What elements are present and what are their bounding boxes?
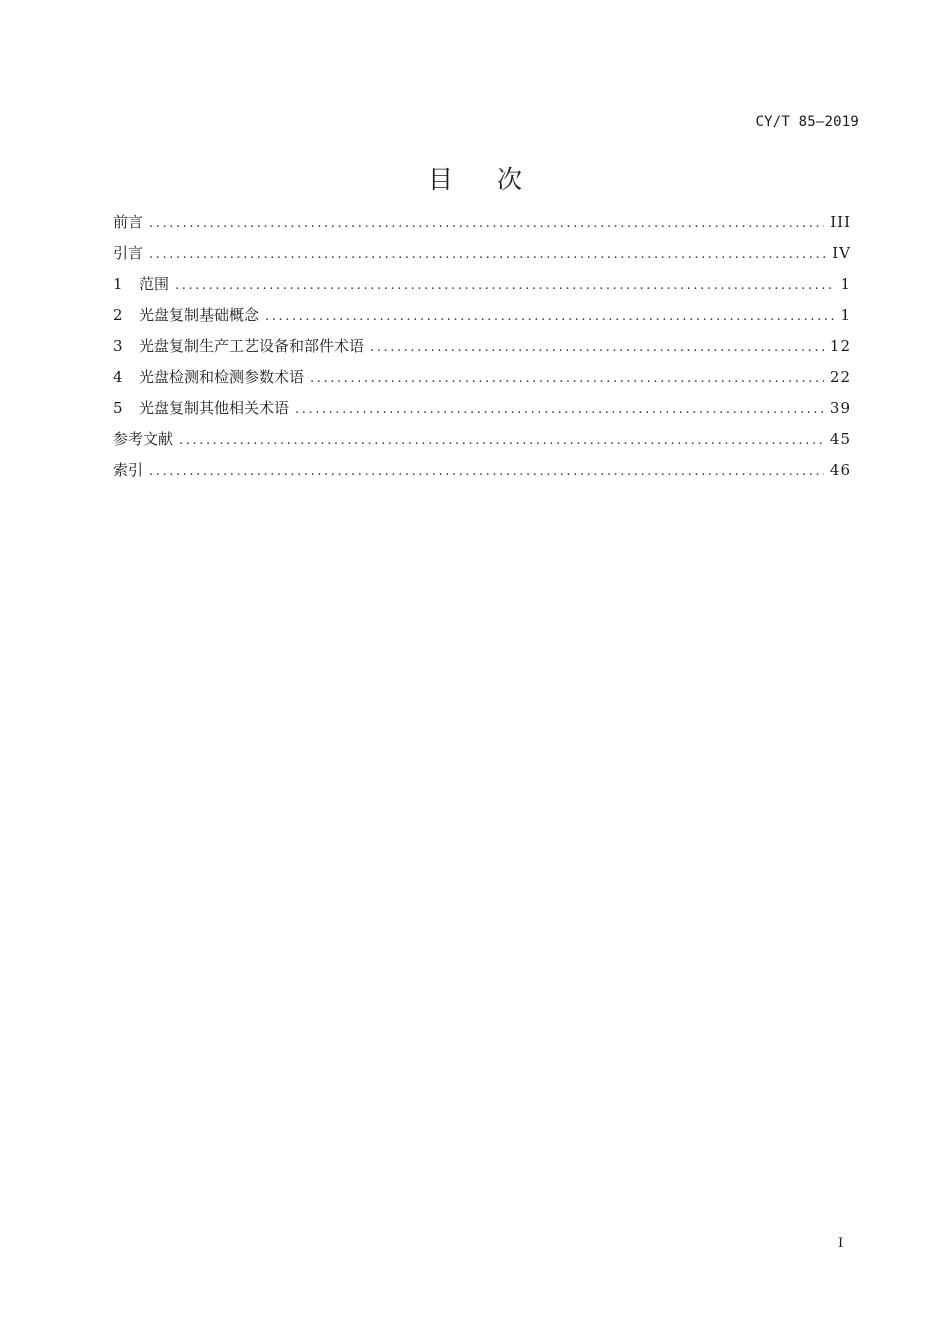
toc-leader-dots [149,208,824,239]
toc-entry-foreword[interactable] [113,207,851,238]
page-number: I [838,1236,844,1251]
toc-entry-label: 前言 [113,213,144,231]
toc-entry-label: 光盘检测和检测参数术语 [139,368,305,386]
toc-entry-section-2[interactable] [113,300,851,331]
toc-entry-label: 索引 [113,461,144,479]
toc-entry-label: 参考文献 [113,430,174,448]
toc-entry-label: 光盘复制基础概念 [139,306,260,324]
toc-entry-label: 引言 [113,244,144,262]
toc-leader-dots [265,301,834,332]
toc-leader-dots [179,425,824,456]
toc-entry-section-3[interactable] [113,331,851,362]
toc-entry-page: 1 [840,275,851,293]
toc-entry-index[interactable] [113,455,851,486]
toc-entry-introduction[interactable] [113,238,851,269]
toc-leader-dots [175,270,834,301]
toc-leader-dots [149,239,826,270]
toc-entry-number: 2 [113,306,123,324]
toc-entry-label: 范围 [139,275,170,293]
toc-leader-dots [370,332,824,363]
toc-entry-page: 46 [829,461,851,479]
toc-entry-page: IV [832,244,851,262]
toc-entry-bibliography[interactable] [113,424,851,455]
standard-code: CY/T 85—2019 [755,114,859,130]
toc-entry-page: 1 [840,306,851,324]
toc-entry-number: 1 [113,275,123,293]
toc-leader-dots [149,456,824,487]
toc-entry-page: 22 [829,368,851,386]
toc-entry-number: 5 [113,399,123,417]
toc-entry-section-4[interactable] [113,362,851,393]
toc-entry-page: 12 [829,337,851,355]
toc-entry-page: 45 [829,430,851,448]
toc-leader-dots [310,363,824,394]
toc-leader-dots [295,394,824,425]
toc-entry-section-1[interactable] [113,269,851,300]
toc-entry-page: III [830,213,851,231]
table-of-contents [113,207,851,486]
toc-entry-label: 光盘复制其他相关术语 [139,399,290,417]
toc-entry-section-5[interactable] [113,393,851,424]
toc-entry-number: 4 [113,368,123,386]
toc-entry-number: 3 [113,337,123,355]
toc-entry-page: 39 [829,399,851,417]
toc-entry-label: 光盘复制生产工艺设备和部件术语 [139,337,365,355]
page-title: 目次 [427,165,566,194]
